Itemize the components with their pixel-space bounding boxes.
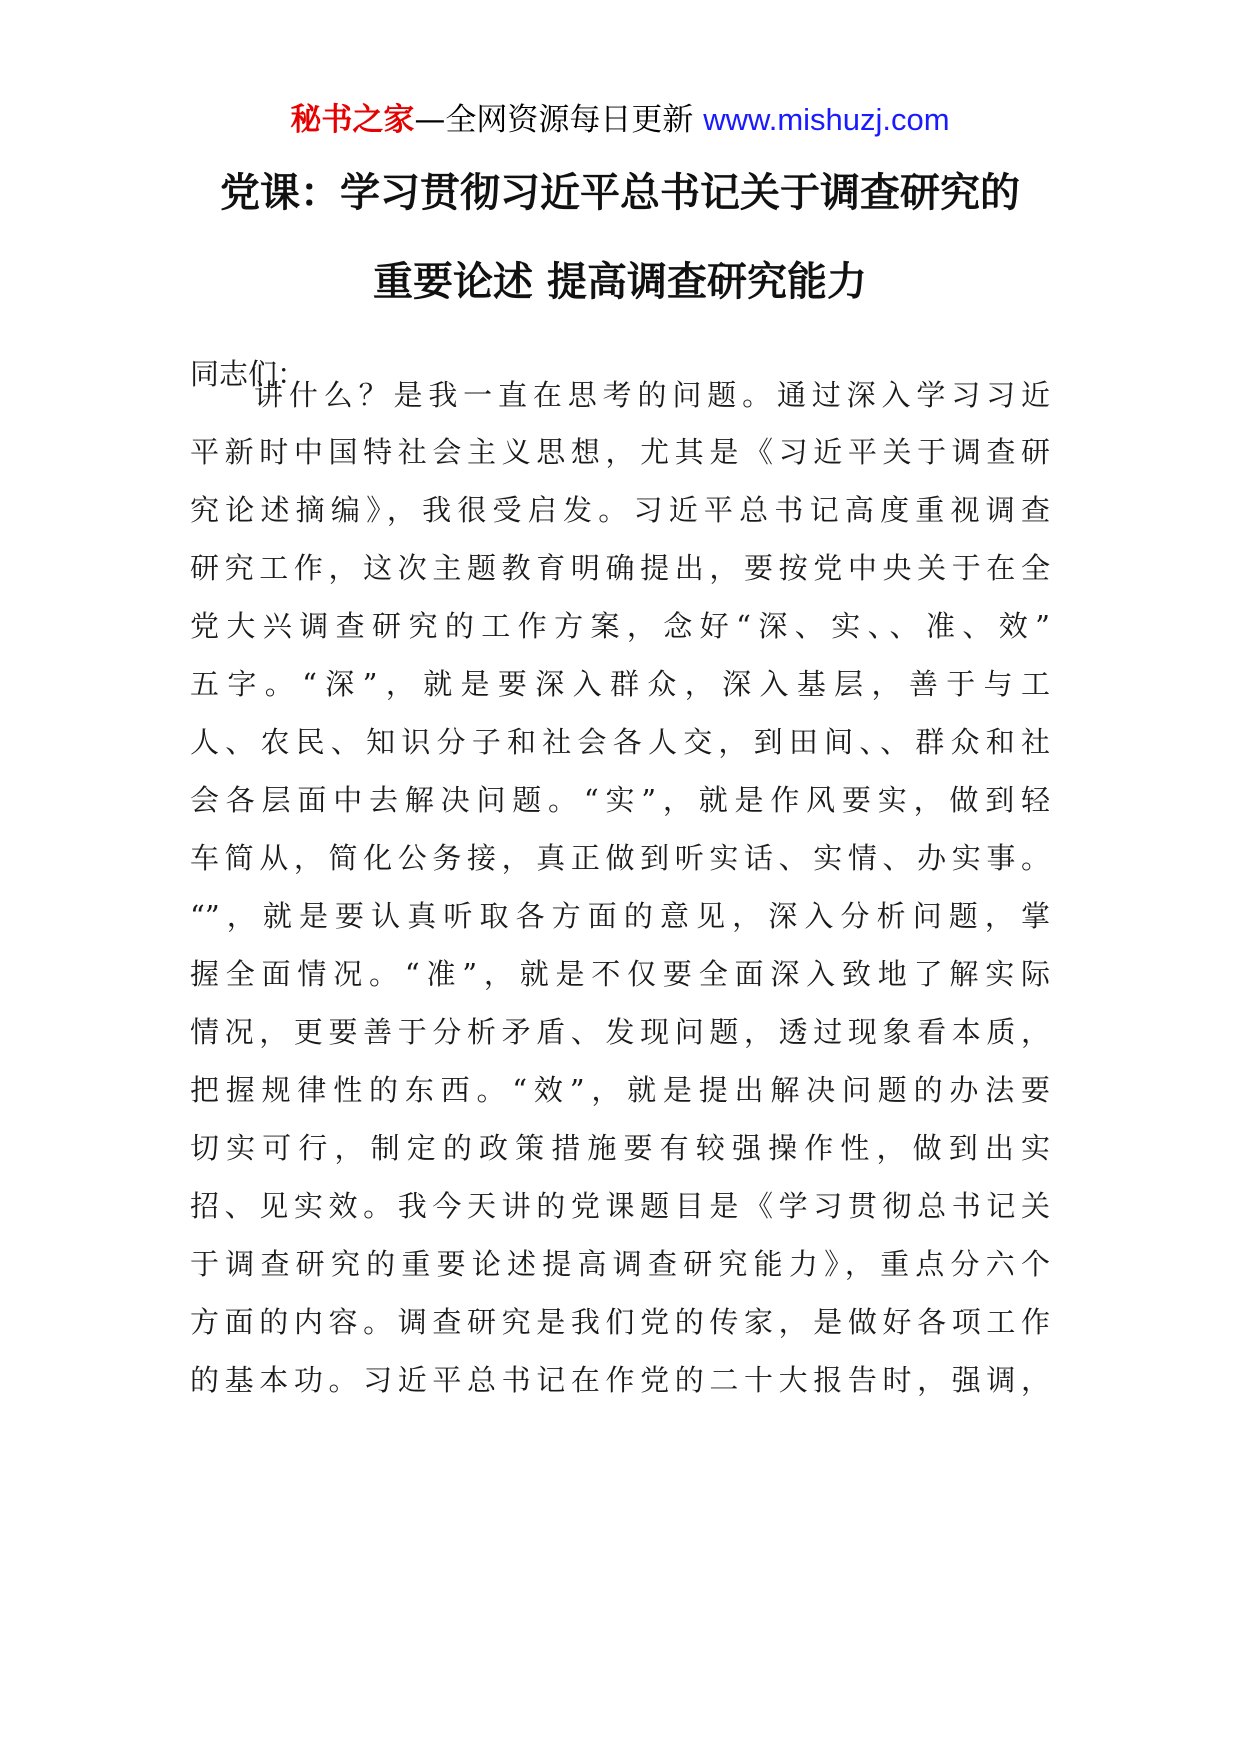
body-line: 会各层面中去解决问题。“实”，就是作风要实，做到轻 (190, 783, 1050, 817)
body-line: 讲什么？是我一直在思考的问题。通过深入学习习近 (254, 378, 1050, 412)
body-line: 人、农民、知识分子和社会各人交，到田间、、群众和社 (190, 725, 1050, 759)
body-line: 把握规律性的东西。“效”，就是提出解决问题的办法要 (190, 1073, 1050, 1107)
body-line: 平新时中国特社会主义思想，尤其是《习近平关于调查研 (190, 435, 1050, 469)
site-url[interactable]: www.mishuzj.com (703, 102, 950, 137)
body-line: “”，就是要认真听取各方面的意见，深入分析问题，掌 (190, 899, 1050, 933)
body-line: 情况，更要善于分析矛盾、发现问题，透过现象看本质， (190, 1015, 1050, 1049)
body-line: 五字。“深”，就是要深入群众，深入基层，善于与工 (190, 667, 1050, 701)
brand-name: 秘书之家 (290, 102, 415, 138)
body-line: 党大兴调查研究的工作方案，念好“深、实、、准、效” (190, 609, 1050, 643)
body-line: 切实可行，制定的政策措施要有较强操作性，做到出实 (190, 1131, 1050, 1165)
body-line: 招、见实效。我今天讲的党课题目是《学习贯彻总书记关 (190, 1189, 1050, 1223)
salutation: 同志们： (190, 357, 307, 391)
body-line: 于调查研究的重要论述提高调查研究能力》，重点分六个 (190, 1247, 1050, 1281)
body-line: 的基本功。习近平总书记在作党的二十大报告时，强调， (190, 1363, 1050, 1397)
document-title-line-1: 党课：学习贯彻习近平总书记关于调查研究的 (220, 170, 1020, 216)
body-line: 研究工作，这次主题教育明确提出，要按党中央关于在全 (190, 551, 1050, 585)
body-line: 握全面情况。“准”，就是不仅要全面深入致地了解实际 (190, 957, 1050, 991)
body-line: 究论述摘编》，我很受启发。习近平总书记高度重视调查 (190, 493, 1050, 527)
site-header (0, 100, 1240, 140)
body-line: 方面的内容。调查研究是我们党的传家，是做好各项工作 (190, 1305, 1050, 1339)
site-tagline: —全网资源每日更新 (414, 102, 694, 138)
document-title-line-2: 重要论述 提高调查研究能力 (373, 259, 867, 305)
body-line: 车简从，简化公务接，真正做到听实话、实情、办实事。 (190, 841, 1050, 875)
